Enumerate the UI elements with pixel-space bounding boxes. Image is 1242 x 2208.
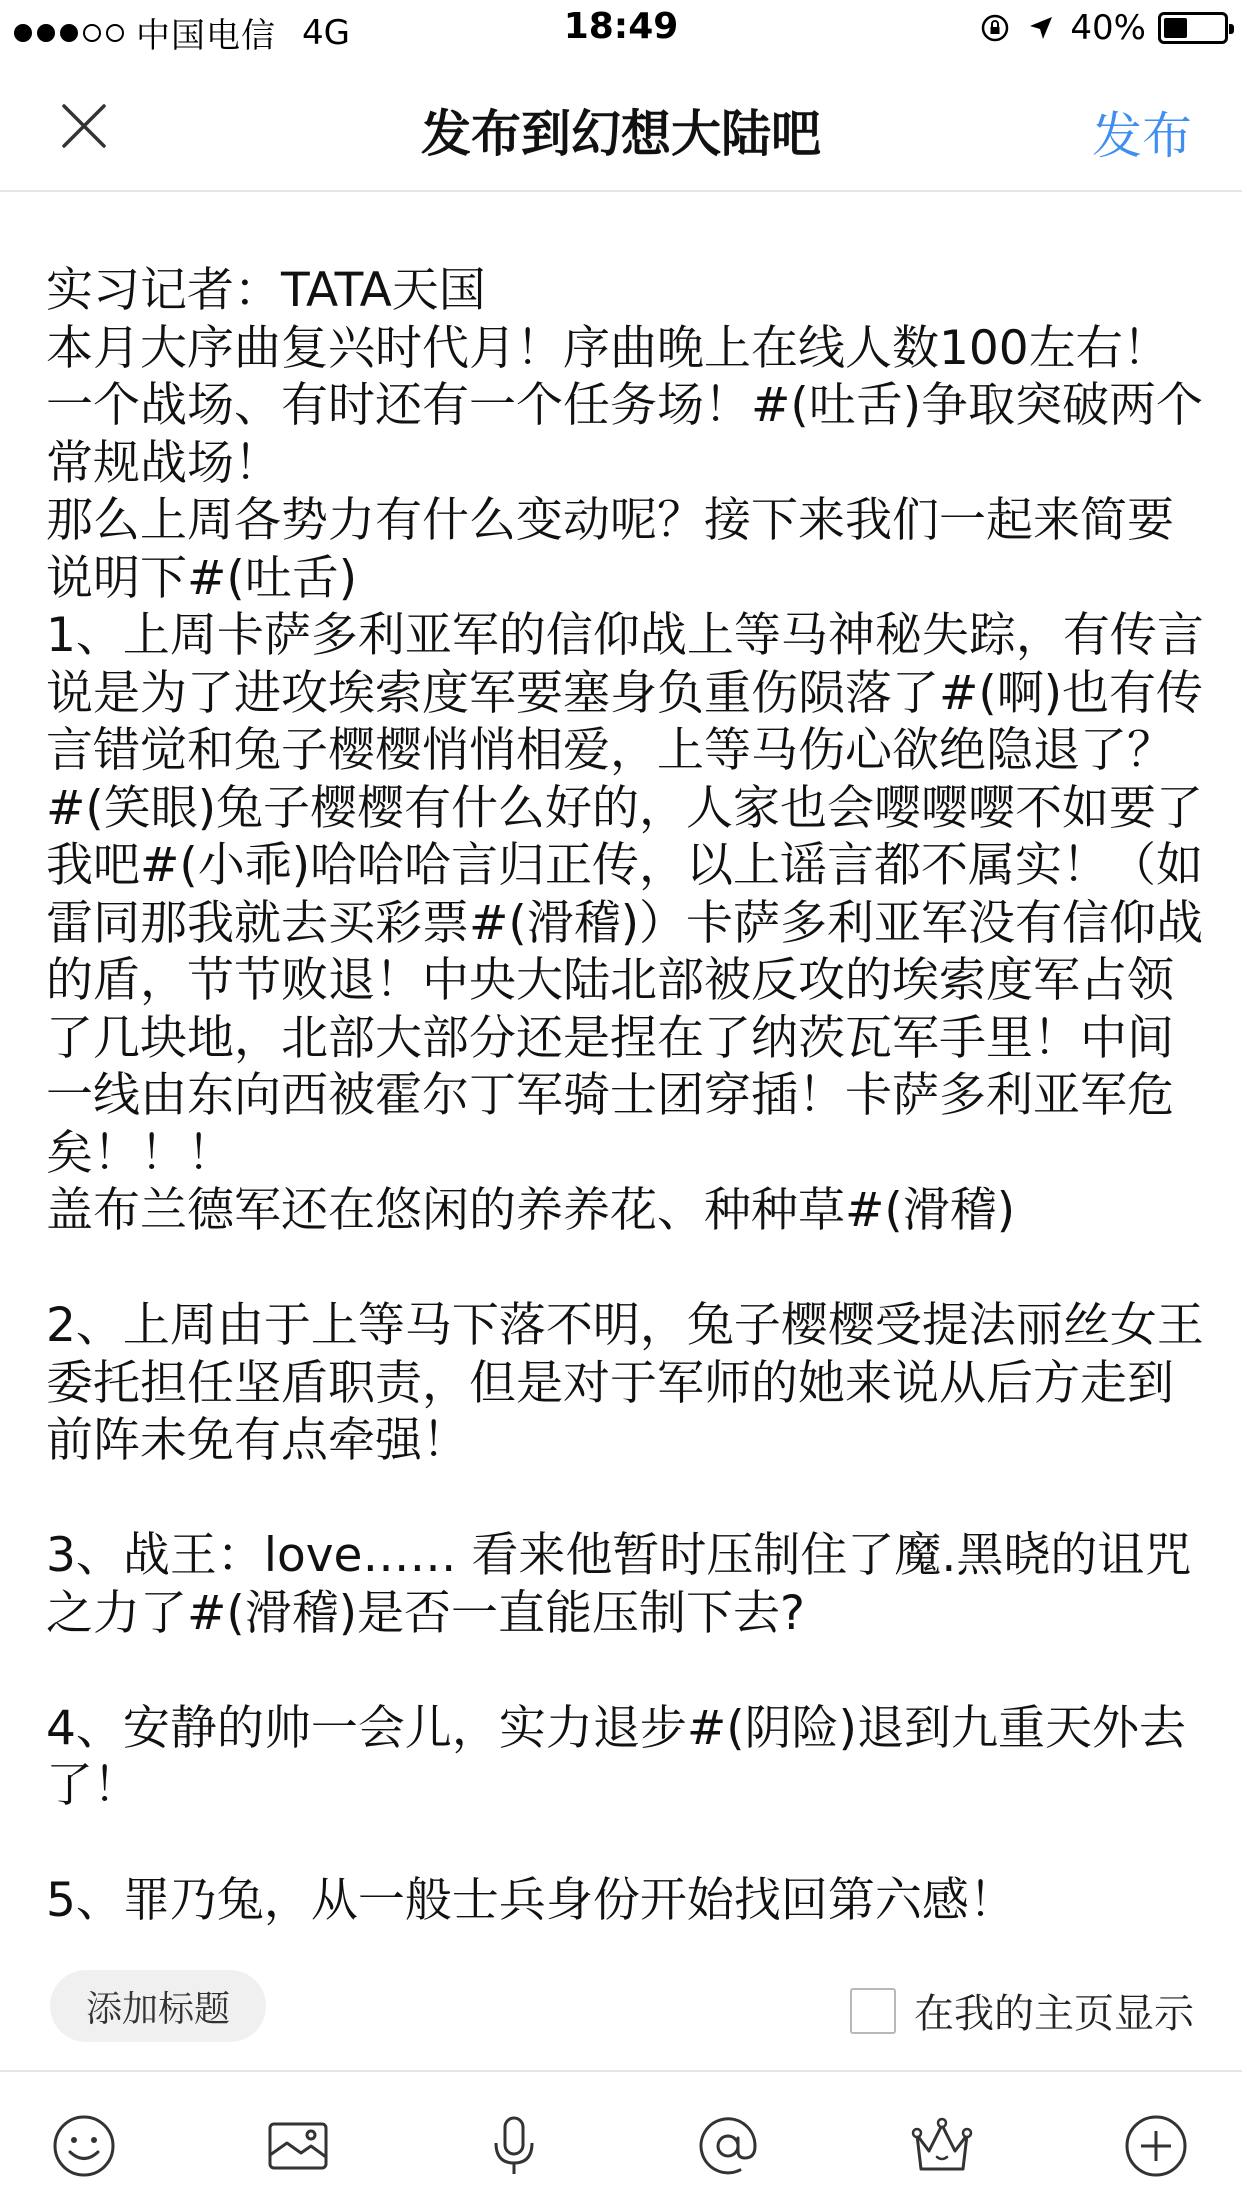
post-text-line: 5、罪乃兔，从一般士兵身份开始找回第六感！ — [46, 1873, 1016, 1928]
more-button[interactable] — [1120, 2110, 1192, 2182]
post-text-line: 说明下#(吐舌) — [46, 550, 358, 606]
battery-fill — [1164, 18, 1187, 38]
member-button[interactable] — [906, 2110, 978, 2182]
post-blank-line — [46, 1240, 1206, 1298]
post-text-line: 之力了#(滑稽)是否一直能压制下去? — [46, 1585, 805, 1641]
post-text-line: 2、上周由于上等马下落不明，兔子樱樱受提法丽丝女王 — [46, 1298, 1204, 1353]
post-text-line: 实习记者：TATA天国 — [46, 263, 486, 318]
post-blank-line — [46, 1642, 1206, 1700]
carrier-name: 中国电信 — [136, 16, 276, 56]
post-text-line: 雷同那我就去买彩票#(滑稽)）卡萨多利亚军没有信仰战 — [46, 895, 1204, 951]
page-title: 发布到幻想大陆吧 — [421, 105, 821, 163]
location-arrow-icon — [1024, 11, 1058, 45]
post-text-line: 4、安静的帅一会儿，实力退步#(阴险)退到九重天外去 — [46, 1700, 1186, 1756]
crown-icon — [909, 2113, 975, 2179]
post-text-line: 3、战王：love…… 看来他暂时压制住了魔.黑晓的诅咒 — [46, 1528, 1192, 1583]
emoji-icon — [51, 2113, 117, 2179]
mention-button[interactable] — [692, 2110, 764, 2182]
post-text-line: 了！ — [46, 1758, 140, 1813]
post-text-line: 一个战场、有时还有一个任务场！#(吐舌)争取突破两个 — [46, 378, 1204, 433]
post-text-line: 说是为了进攻埃索度军要塞身负重伤陨落了#(啊)也有传 — [46, 665, 1204, 721]
show-on-homepage-toggle[interactable] — [850, 1982, 1194, 2039]
network-type: 4G — [302, 12, 350, 53]
nav-bar — [0, 60, 1242, 192]
emoji-button[interactable] — [48, 2110, 120, 2182]
post-text-line: 常规战场！ — [46, 435, 281, 491]
battery-icon — [1158, 12, 1228, 44]
post-text-line: 一线由东向西被霍尔丁军骑士团穿插！卡萨多利亚军危 — [46, 1068, 1174, 1123]
microphone-icon — [481, 2113, 547, 2179]
post-text-line: 盖布兰德军还在悠闲的养养花、种种草#(滑稽) — [46, 1183, 1016, 1238]
image-icon — [265, 2113, 331, 2179]
clock: 18:49 — [563, 6, 679, 47]
status-bar — [0, 0, 1242, 60]
show-on-homepage-label: 在我的主页显示 — [914, 1991, 1194, 2037]
at-icon — [695, 2113, 761, 2179]
post-text-line: 的盾，节节败退！中央大陆北部被反攻的埃索度军占领 — [46, 953, 1174, 1008]
show-on-homepage-checkbox[interactable] — [850, 1988, 896, 2034]
post-text-line: 委托担任坚盾职责，但是对于军师的她来说从后方走到 — [46, 1355, 1174, 1411]
voice-button[interactable] — [478, 2110, 550, 2182]
post-text-line: 本月大序曲复兴时代月！序曲晚上在线人数100左右！ — [46, 320, 1170, 376]
post-text-line: 我吧#(小乖)哈哈哈言归正传，以上谣言都不属实！（如 — [46, 838, 1204, 893]
status-right — [978, 8, 1228, 48]
battery-percent: 40% — [1070, 8, 1146, 48]
add-title-button[interactable]: 添加标题 — [50, 1970, 266, 2042]
publish-button[interactable]: 发布 — [1092, 107, 1192, 165]
add-icon — [1123, 2113, 1189, 2179]
image-button[interactable] — [262, 2110, 334, 2182]
battery-tip — [1229, 24, 1234, 34]
rotation-lock-icon — [978, 11, 1012, 45]
post-text-line: 矣！！！ — [46, 1125, 234, 1181]
post-text-line: 言错觉和兔子樱樱悄悄相爱，上等马伤心欲绝隐退了？ — [46, 723, 1174, 778]
post-text-line: #(笑眼)兔子樱樱有什么好的，人家也会嘤嘤嘤不如要了 — [46, 780, 1204, 836]
bottom-toolbar — [0, 2070, 1242, 2208]
post-text-line: 那么上周各势力有什么变动呢？接下来我们一起来简要 — [46, 493, 1174, 548]
post-blank-line — [46, 1815, 1206, 1873]
post-body-editor[interactable] — [46, 262, 1206, 1930]
post-text-line: 了几块地，北部大部分还是捏在了纳茨瓦军手里！中间 — [46, 1010, 1174, 1066]
post-blank-line — [46, 1470, 1206, 1528]
post-text-line: 前阵未免有点牵强！ — [46, 1413, 469, 1468]
post-text-line: 1、上周卡萨多利亚军的信仰战上等马神秘失踪，有传言 — [46, 608, 1204, 663]
